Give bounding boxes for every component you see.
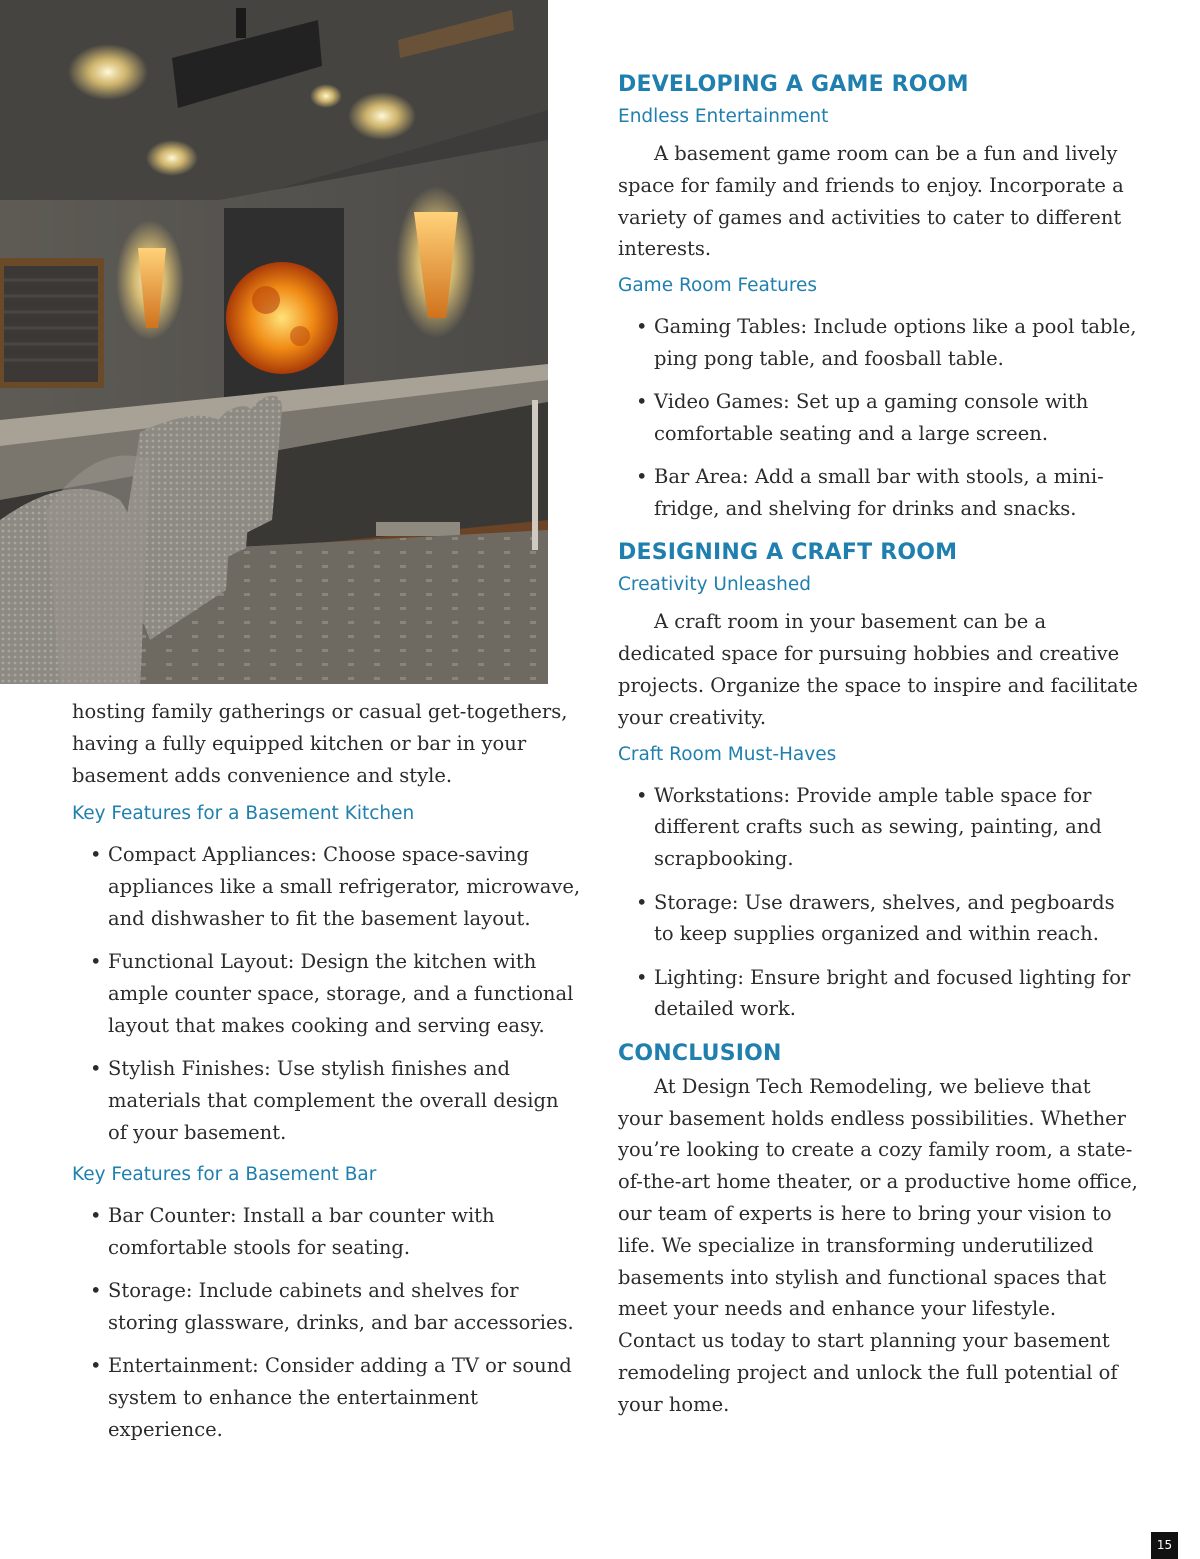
list-item: • Gaming Tables: Include options like a pool table, ping pong table, and foosball table. bbox=[636, 315, 1137, 370]
game-room-title: DEVELOPING A GAME ROOM bbox=[618, 72, 969, 97]
game-room-features-heading: Game Room Features bbox=[618, 275, 818, 297]
kitchen-intro-paragraph: hosting family gatherings or casual get-togethers, having a fully equipped kitchen or bar in your basement adds convenience and style. bbox=[72, 700, 568, 787]
list-item: • Functional Layout: Design the kitchen with ample counter space, storage, and a functional layout that makes cooking and serving easy. bbox=[90, 950, 574, 1037]
list-item: • Storage: Use drawers, shelves, and pegboards to keep supplies organized and within reach. bbox=[636, 890, 1115, 946]
basement-bar-photo bbox=[0, 0, 548, 684]
craft-room-paragraph: A craft room in your basement can be a dedicated space for pursuing hobbies and creative projects. Organize the space to inspire and facilitate your creativity. bbox=[618, 610, 1138, 729]
craft-room-title: DESIGNING A CRAFT ROOM bbox=[618, 540, 958, 566]
list-item: • Entertainment: Consider adding a TV or sound system to enhance the entertainment experience. bbox=[90, 1354, 572, 1441]
kitchen-features-list bbox=[72, 839, 582, 1148]
craft-room-features-heading: Craft Room Must-Haves bbox=[618, 743, 837, 765]
left-column bbox=[72, 696, 582, 1457]
list-item: • Lighting: Ensure bright and focused lighting for detailed work. bbox=[636, 965, 1131, 1021]
right-column bbox=[618, 68, 1138, 1421]
list-item: • Video Games: Set up a gaming console with comfortable seating and a large screen. bbox=[636, 390, 1089, 446]
list-item: • Workstations: Provide ample table space for different crafts such as sewing, painting, and scrapbooking. bbox=[636, 783, 1102, 871]
craft-room-subtitle: Creativity Unleashed bbox=[618, 574, 812, 596]
list-item: • Bar Counter: Install a bar counter with comfortable stools for seating. bbox=[90, 1204, 495, 1259]
kitchen-features-heading: Key Features for a Basement Kitchen bbox=[72, 803, 415, 825]
game-room-subtitle: Endless Entertainment bbox=[618, 106, 829, 127]
game-room-paragraph: A basement game room can be a fun and lively space for family and friends to enjoy. Incorporate a variety of games and activities to cater to different interests. bbox=[618, 142, 1124, 261]
bar-features-list bbox=[72, 1200, 582, 1446]
conclusion-paragraph: At Design Tech Remodeling, we believe that your basement holds endless possibilities. Whether you’re looking to create a cozy family room, a state-of-the-art home theater, or a productive home office, our team of experts is here to bring your vision to life. We specialize in transforming underutilized basements into stylish and functional spaces that meet your needs and enhance your lifestyle. Contact us today to start planning your basement remodeling project and unlock the full potential of your home. bbox=[618, 1074, 1138, 1416]
list-item: • Storage: Include cabinets and shelves for storing glassware, drinks, and bar accessories. bbox=[90, 1279, 574, 1334]
list-item: • Bar Area: Add a small bar with stools, a mini-fridge, and shelving for drinks and snacks. bbox=[636, 465, 1104, 521]
game-room-features-list bbox=[618, 311, 1138, 525]
conclusion-title: CONCLUSION bbox=[618, 1040, 782, 1066]
bar-features-heading: Key Features for a Basement Bar bbox=[72, 1164, 377, 1186]
page-number: 15 bbox=[1151, 1532, 1178, 1559]
list-item: • Stylish Finishes: Use stylish finishes and materials that complement the overall design of your basement. bbox=[90, 1057, 559, 1144]
craft-room-features-list bbox=[618, 780, 1138, 1026]
list-item: • Compact Appliances: Choose space-saving appliances like a small refrigerator, microwave, and dishwasher to fit the basement layout. bbox=[90, 843, 581, 930]
